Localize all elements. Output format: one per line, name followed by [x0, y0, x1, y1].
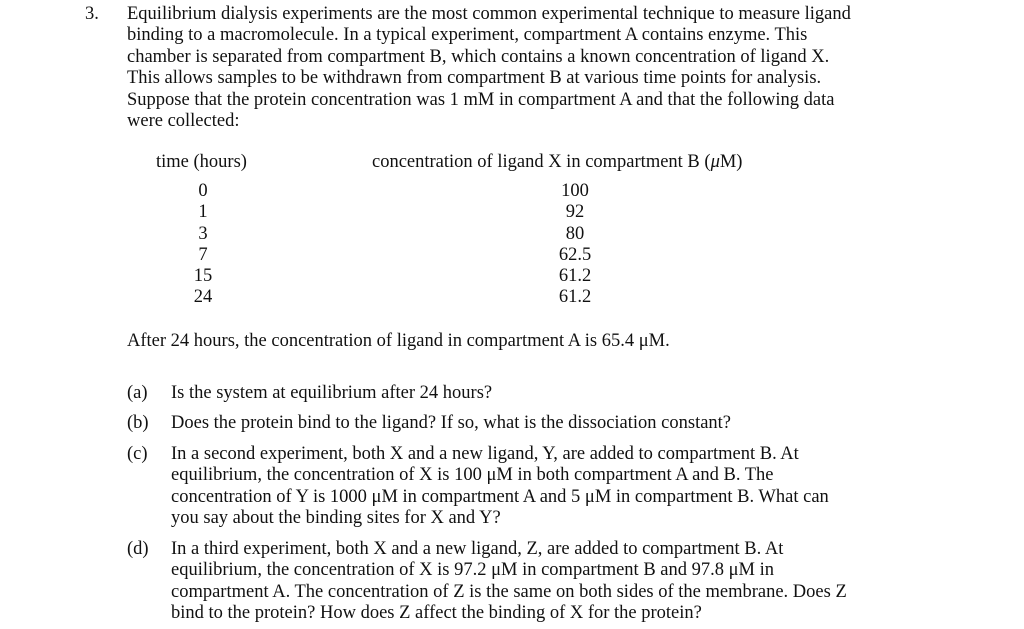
- question-text: [171, 413, 971, 434]
- table-header-concentration: [372, 152, 742, 173]
- time-cell: 0: [198, 181, 208, 201]
- question-line: compartment A. The concentration of Z is the same on both sides of the membrane. Does Z: [171, 581, 847, 602]
- question-line: equilibrium, the concentration of X is 97.2 μM in compartment B and 97.8 μM in: [171, 560, 775, 581]
- question-line: Does the protein bind to the ligand? If so, what is the dissociation constant?: [171, 413, 732, 433]
- problem-intro: [127, 4, 967, 132]
- question-line: In a second experiment, both X and a new ligand, Y, are added to compartment B. At: [171, 444, 799, 464]
- concentration-cell: 62.5: [558, 244, 592, 265]
- concentration-cell: 92: [565, 202, 585, 223]
- question-line: Is the system at equilibrium after 24 hours?: [171, 383, 493, 403]
- question-label: (d): [127, 539, 149, 559]
- question-label: (a): [127, 383, 148, 403]
- question-label: (b): [127, 413, 149, 433]
- concentration-cell: 61.2: [558, 266, 592, 287]
- intro-line: This allows samples to be withdrawn from compartment B at various time points for analysis.: [127, 68, 822, 89]
- intro-line: binding to a macromolecule. In a typical experiment, compartment A contains enzyme. This: [127, 25, 808, 46]
- time-cell: 7: [198, 244, 208, 265]
- question-label: (c): [127, 444, 148, 464]
- question-line: concentration of Y is 1000 μM in compartment A and 5 μM in compartment B. What can: [171, 486, 829, 507]
- time-cell: 1: [198, 202, 208, 223]
- header-conc-prefix: concentration of ligand X in compartment B (: [372, 152, 711, 172]
- header-conc-unit-mu: μ: [710, 152, 720, 172]
- after-24-hours-statement: After 24 hours, the concentration of ligand in compartment A is 65.4 μM.: [127, 331, 670, 351]
- intro-line: were collected:: [127, 111, 240, 132]
- header-conc-suffix: M): [719, 152, 743, 172]
- problem-number: 3.: [85, 4, 99, 24]
- question-text: [171, 383, 971, 404]
- question-text: [171, 444, 971, 530]
- time-column: [176, 181, 230, 309]
- table-header-time: time (hours): [156, 152, 247, 172]
- question-line: bind to the protein? How does Z affect the binding of X for the protein?: [171, 603, 702, 624]
- intro-line: Suppose that the protein concentration was 1 mM in compartment A and that the following data: [127, 89, 835, 110]
- concentration-cell: 100: [561, 181, 589, 201]
- intro-line: Equilibrium dialysis experiments are the most common experimental technique to measure ligand: [127, 4, 851, 24]
- question-line: In a third experiment, both X and a new ligand, Z, are added to compartment B. At: [171, 539, 784, 559]
- concentration-cell: 80: [565, 223, 585, 244]
- time-cell: 24: [193, 287, 213, 308]
- time-cell: 15: [193, 266, 213, 287]
- question-line: equilibrium, the concentration of X is 100 μM in both compartment A and B. The: [171, 465, 774, 486]
- concentration-column: [550, 181, 600, 309]
- intro-line: chamber is separated from compartment B, which contains a known concentration of ligand X.: [127, 46, 830, 67]
- time-cell: 3: [198, 223, 208, 244]
- question-line: you say about the binding sites for X and Y?: [171, 508, 501, 529]
- question-text: [171, 539, 971, 625]
- concentration-cell: 61.2: [558, 287, 592, 308]
